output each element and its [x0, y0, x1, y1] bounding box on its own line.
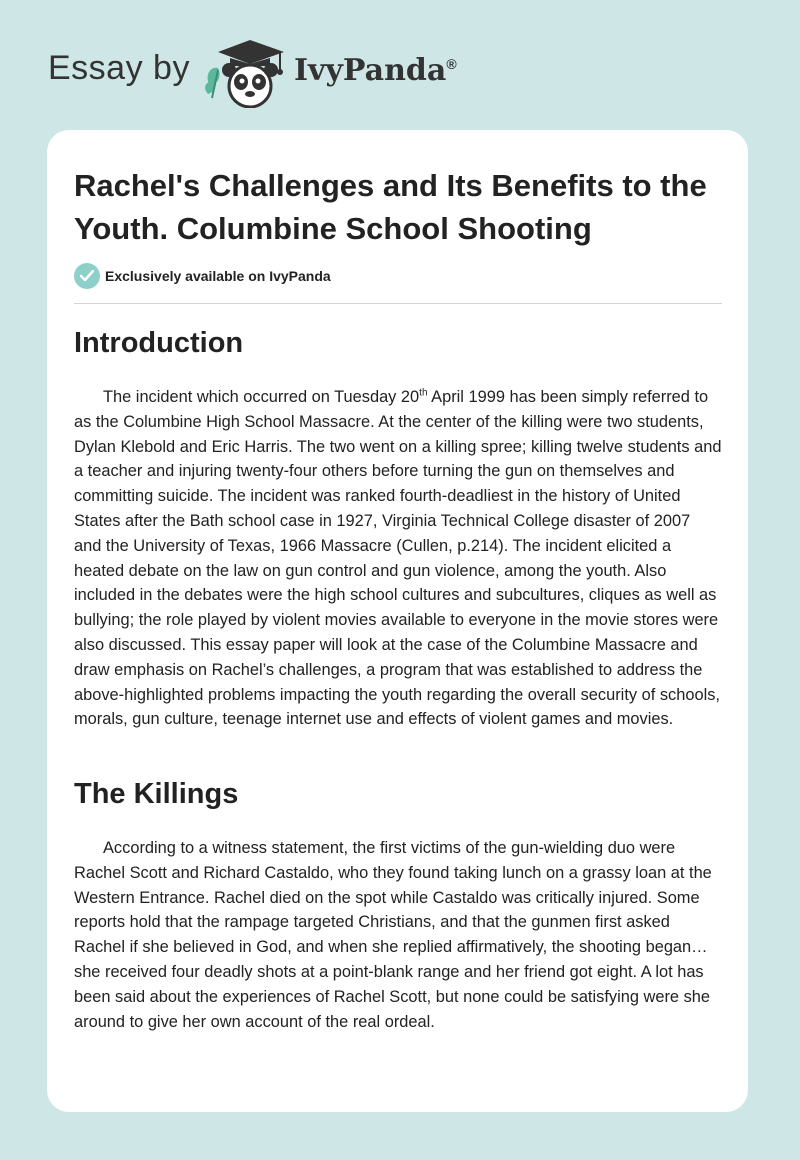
essay-title: Rachel's Challenges and Its Benefits to the Youth. Columbine School Shooting: [74, 168, 707, 246]
essay-card: [47, 130, 748, 1112]
check-circle-icon: [74, 263, 100, 289]
section-paragraph-killings: According to a witness statement, the first victims of the gun-wielding duo were Rachel Scott and Richard Castaldo, who they found taking lunch on a grassy loan at the Western Entrance. Rachel died on the spot while Castaldo was critically injured. Some reports hold that the rampage targeted Christians, and that the gunmen first asked Rachel if she believed in God, and when she replied affirmatively, the shooting began… she received four deadly shots at a point-blank range and her friend got eight. A lot has been said about the experiences of Rachel Scott, but none could be satisfying were she around to give her own account of the real ordeal.: [74, 839, 712, 1031]
exclusive-label: Exclusively available on IvyPanda: [105, 268, 331, 284]
section-heading-introduction: Introduction: [74, 327, 244, 359]
divider: [74, 303, 722, 304]
exclusive-badge: [74, 263, 722, 289]
brand-name[interactable]: IvyPanda®: [294, 53, 457, 88]
site-header: [48, 36, 748, 108]
section-heading-killings: The Killings: [74, 778, 239, 810]
section-paragraph-introduction: The incident which occurred on Tuesday 20th April 1999 has been simply referred to as the Columbine High School Massacre. At the center of the killing were two students, Dylan Klebold and Eric Harris. The two went on a killing spree; killing twelve students and a teacher and injuring twenty-four others before turning the gun on themselves and committing suicide. The incident was ranked fourth-deadliest in the history of United States after the Bath school case in 1927, Virginia Technical College disaster of 2007 and the University of Texas, 1966 Massacre (Cullen, p.214). The incident elicited a heated debate on the law on gun control and gun violence, among the youth. Also included in the debates were the high school cultures and subcultures, cliques as well as bullying; the role played by violent movies available to everyone in the movie stores were also discussed. This essay paper will look at the case of the Columbine Massacre and draw emphasis on Rachel’s challenges, a program that was established to address the above-highlighted problems impacting the youth regarding the overall security of schools, morals, gun culture, teenage internet use and effects of violent games and movies.: [74, 387, 722, 729]
essay-by-label: Essay by: [48, 49, 190, 87]
panda-graduate-icon[interactable]: [200, 36, 292, 108]
